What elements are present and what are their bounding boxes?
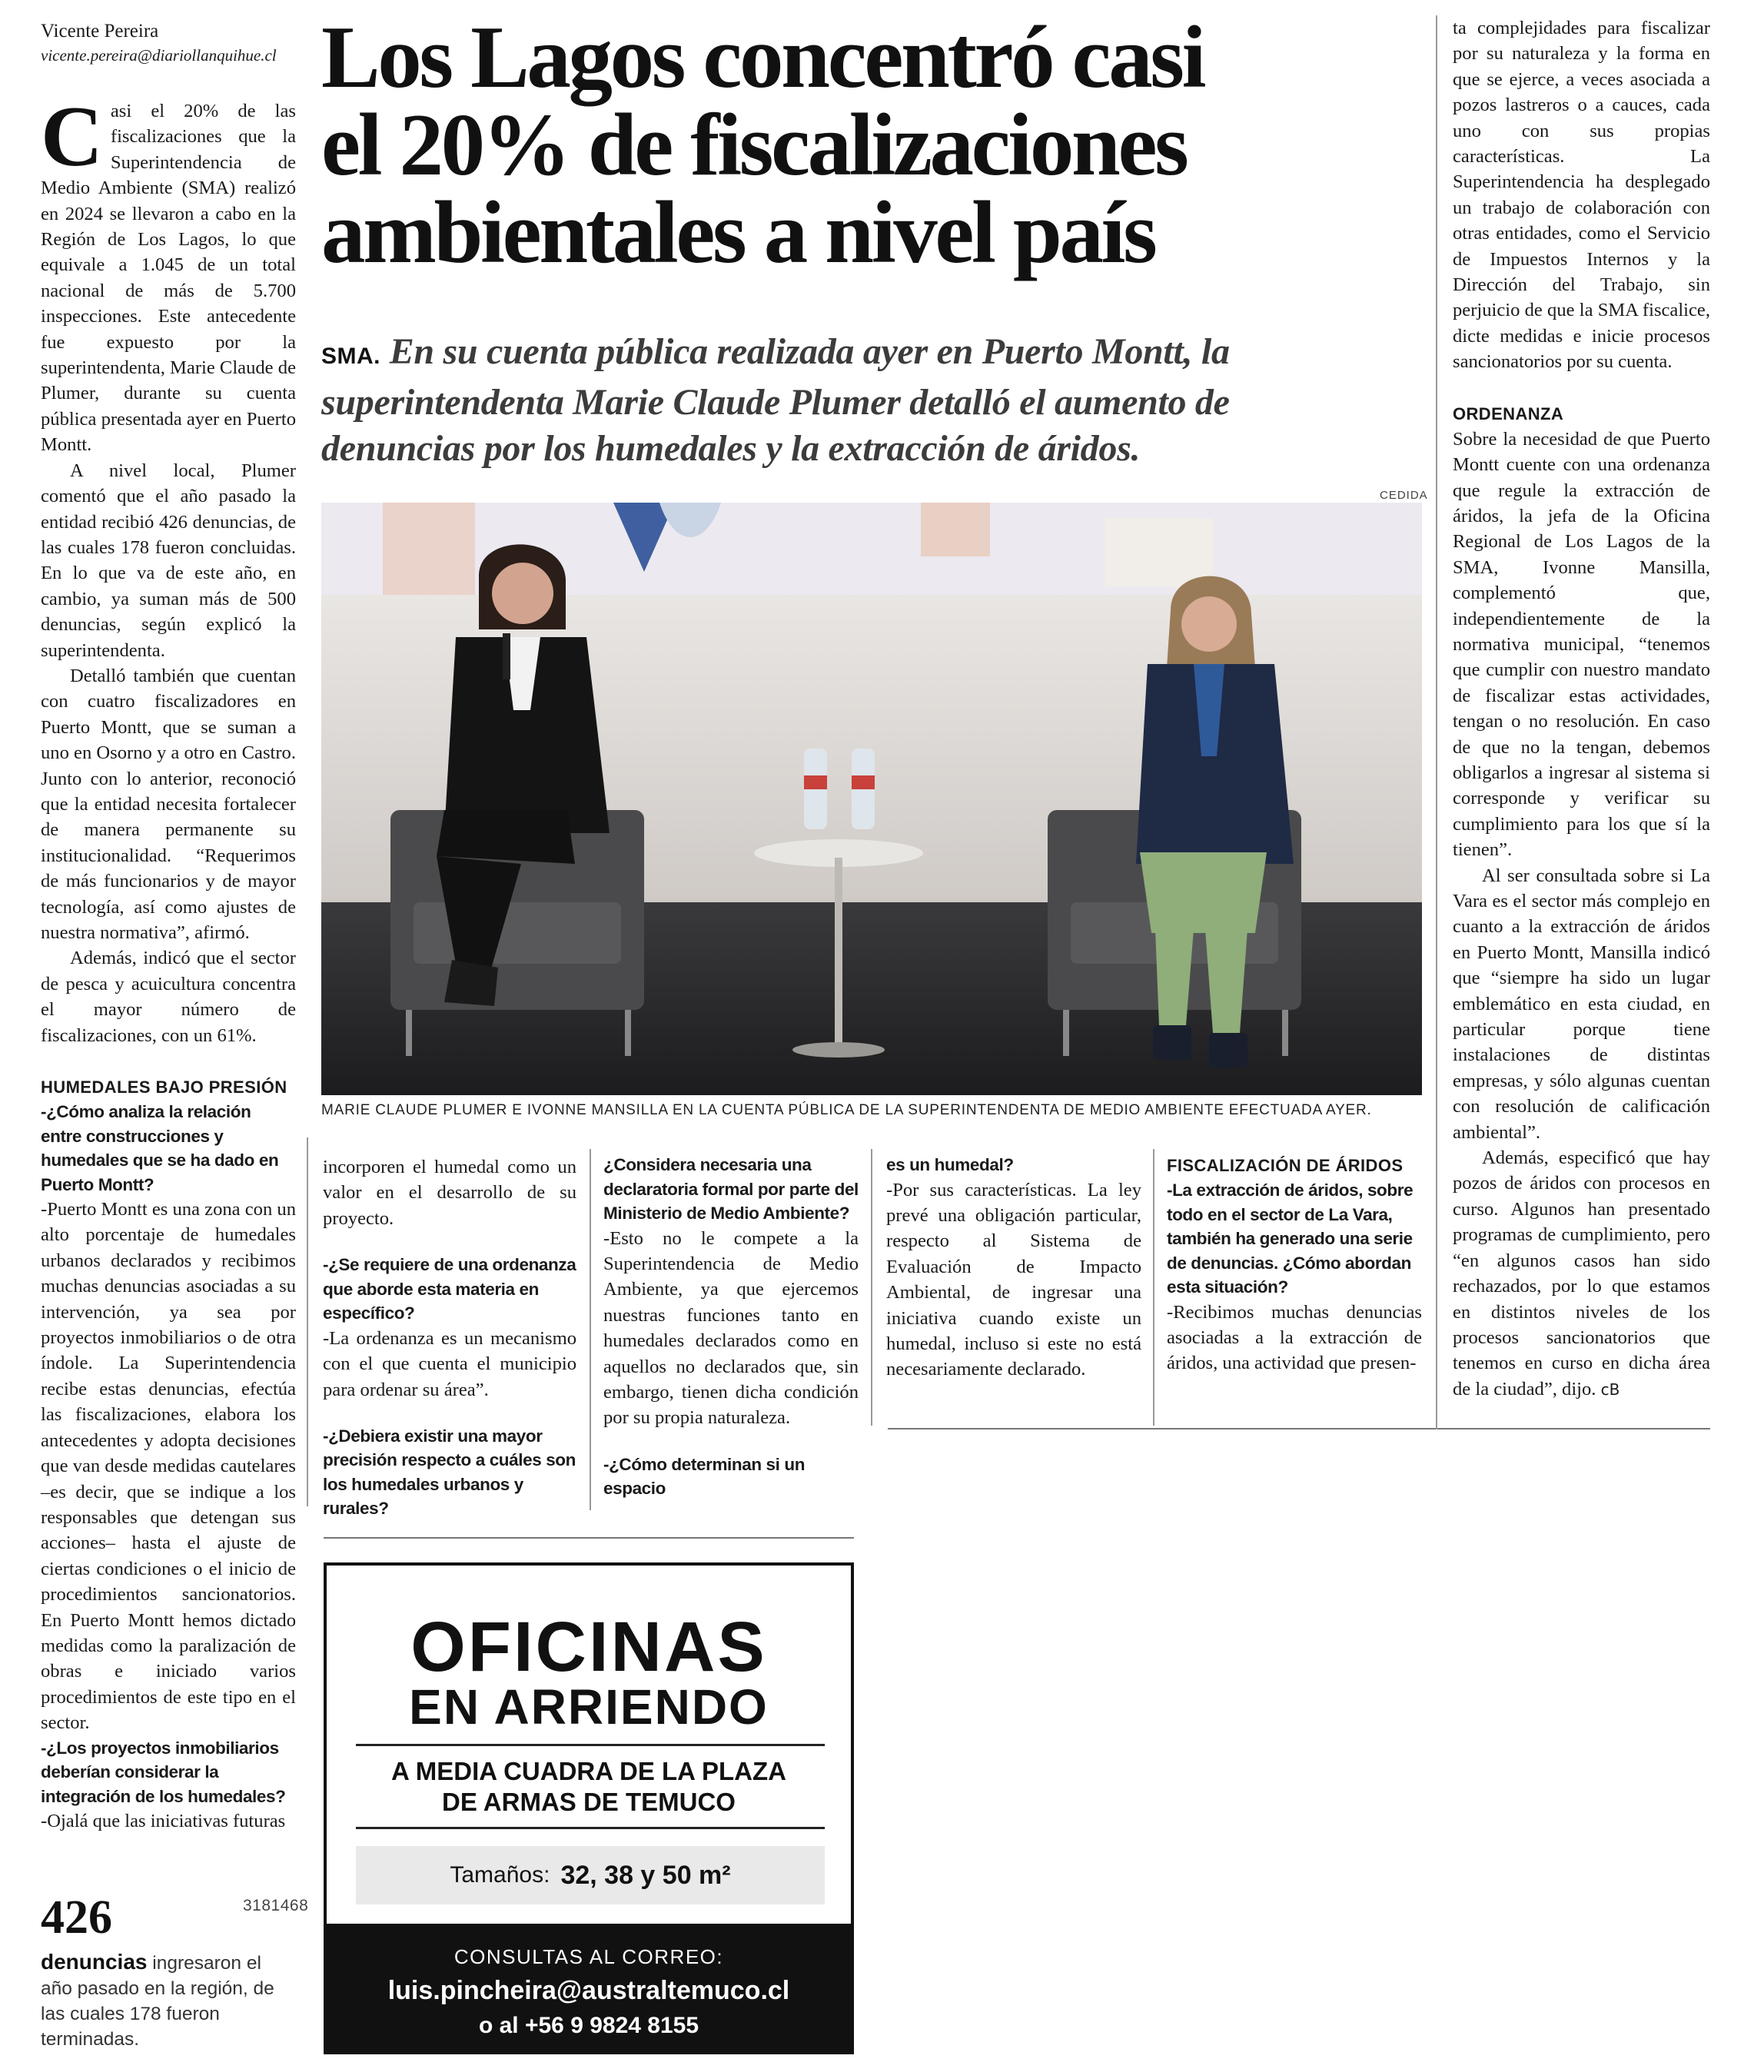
headline-line: Los Lagos concentró casi (321, 8, 1204, 106)
stat-description: ingresaron el año pasado en la región, de las cuales 178 fueron terminadas. (41, 1953, 274, 2050)
ad-title: EN ARRIENDO (409, 1679, 769, 1735)
end-mark-icon: cB (1600, 1380, 1620, 1399)
interview-question: ¿Considera necesaria una declaratoria formal por parte del Ministerio de Medio Ambiente? (603, 1155, 859, 1223)
interview-answer: -Ojalá que las iniciativas futuras (41, 1811, 286, 1832)
ad-location (327, 1756, 851, 1818)
stat-number: 426 (41, 1891, 112, 1944)
ad-email[interactable]: luis.pincheira@australtemuco.cl (387, 1976, 790, 2005)
column-1 (41, 89, 296, 1834)
interview-question: -La extracción de áridos, sobre todo en el sector de La Vara, también ha generado una serie de denuncias. ¿Cómo abordan esta situación? (1167, 1180, 1414, 1297)
subhead: FISCALIZACIÓN DE ÁRIDOS (1167, 1156, 1404, 1175)
interview-question: -¿Debiera existir una mayor precisión respecto a cuáles son los humedales urbanos y rurales? (323, 1426, 576, 1519)
subhead: HUMEDALES BAJO PRESIÓN (41, 1078, 287, 1097)
body-paragraph: Además, especificó que hay pozos de áridos con procesos en curso. Algunos han presentado programas de cumplimiento, pero “en algunos casos han sido rechazados, por lo que estamos en distintos niveles de los procesos sancionatorios que tenemos en curso en dicha área de la ciudad”, dijo. (1453, 1147, 1710, 1400)
ad-sizes (356, 1846, 825, 1904)
deck-kicker: SMA. (321, 344, 380, 369)
section-rule (888, 1428, 1710, 1429)
column-3 (603, 1153, 859, 1501)
author-name: Vicente Pereira (41, 21, 159, 42)
interview-question: -¿Cómo analiza la relación entre construcciones y humedales que se ha dado en Puerto Montt? (41, 1102, 279, 1194)
column-5 (1167, 1153, 1422, 1376)
ad-contact (327, 1924, 851, 2054)
interview-question: -¿Cómo determinan si un espacio (603, 1454, 806, 1499)
column-4 (886, 1153, 1141, 1383)
body-paragraph: asi el 20% de las fiscalizaciones que la Superintendencia de Medio Ambiente (SMA) realizó en 2024 se llevaron a cabo en la Región de Los Lagos, lo que equivale a 1.045 de un total nacional de más de 5.700 inspecciones. Este antecedente fue expuesto por la superintendenta, Marie Claude de Plumer, durante su cuenta pública presentada ayer en Puerto Montt. (41, 101, 296, 456)
deck (321, 329, 1382, 472)
body-paragraph: A nivel local, Plumer comentó que el año pasado la entidad recibió 426 denuncias, de las cuales 178 fueron concluidas. En lo que va de este año, en cambio, ya suman más de 500 denuncias, según explicó la superintendenta. (41, 460, 296, 661)
ad-location-line: A MEDIA CUADRA DE LA PLAZA (391, 1757, 786, 1785)
ad-offices-rent[interactable] (324, 1562, 854, 2054)
ad-divider (356, 1827, 825, 1829)
stat-text (41, 1949, 287, 2052)
ad-code: 3181468 (243, 1897, 309, 1914)
interview-question: -¿Los proyectos inmobiliarios deberían considerar la integración de los humedales? (41, 1738, 286, 1806)
body-paragraph: ta complejidades para fiscalizar por su naturaleza y la forma en que se ejerce, a veces asociada a pozos lastreros o a cauces, cada uno con sus propias características. La Superintendencia ha desplegado un trabajo de colaboración con otras entidades, como el Servicio de Impuestos Internos y la Dirección del Trabajo, sin perjuicio de que la SMA fiscalice, dicte medidas e inicie procesos sancionatorios por su cuenta. (1453, 18, 1710, 373)
column-2 (323, 1154, 576, 1521)
interview-answer: -Esto no le compete a la Superintendencia de Medio Ambiente, ya que ejercemos nuestras funciones tanto en humedales declarados como en aquellos no declarados que, sin embargo, tienen dicha condición por su propia naturaleza. (603, 1227, 859, 1429)
interview-answer: incorporen el humedal como un valor en el desarrollo de su proyecto. (323, 1157, 576, 1229)
event-photo-illustration (321, 503, 1422, 1095)
ad-phone[interactable]: o al +56 9 9824 8155 (478, 2013, 699, 2038)
photo-caption: MARIE CLAUDE PLUMER E IVONNE MANSILLA EN LA CUENTA PÚBLICA DE LA SUPERINTENDENTA DE MEDIO AMBIENTE EFECTUADA AYER. (321, 1102, 1372, 1118)
body-paragraph: Detalló también que cuentan con cuatro fiscalizadores en Puerto Montt, que se suman a uno en Osorno y a otro en Castro. Junto con lo anterior, reconoció que la entidad necesita fortalecer de manera permanente su institucionalidad. “Requerimos de más funcionarios y de mayor tecnología, así como ajustes de nuestra normativa”, afirmó. (41, 665, 296, 943)
author-email[interactable]: vicente.pereira@diariollanquihue.cl (41, 46, 277, 65)
ad-sizes-value: 32, 38 y 50 m² (560, 1860, 731, 1890)
event-photo (321, 503, 1422, 1095)
ad-contact-label: CONSULTAS AL CORREO: (453, 1945, 724, 1968)
ad-divider (356, 1744, 825, 1746)
interview-answer: -La ordenanza es un mecanismo con el que cuenta el municipio para ordenar su área”. (323, 1327, 576, 1400)
photo-credit: CEDIDA (1380, 489, 1428, 502)
ad-location-line: DE ARMAS DE TEMUCO (442, 1788, 736, 1816)
body-paragraph: Al ser consultada sobre si La Vara es el sector más complejo en cuanto a la extracción de áridos en Puerto Montt, Mansilla indicó que “siempre ha sido un lugar emblemático en esta ciudad, en particular porque tiene instalaciones de distintas empresas, y sólo algunas cuentan con resolución de calificación ambiental”. (1453, 865, 1710, 1143)
headline-line: el 20% de fiscalizaciones (321, 96, 1187, 194)
column-6 (1453, 15, 1710, 1403)
section-rule (324, 1537, 854, 1539)
interview-answer: -Recibimos muchas denuncias asociadas a la extracción de áridos, una actividad que presen- (1167, 1301, 1422, 1374)
interview-answer: -Por sus características. La ley prevé una obligación particular, respecto al Sistema de Evaluación de Impacto Ambiental, de ingresar una iniciativa cuando existe un humedal, incluso si este no está necesariamente declarado. (886, 1179, 1141, 1380)
headline-line: ambientales a nivel país (321, 184, 1155, 281)
body-paragraph: Sobre la necesidad de que Puerto Montt cuente con una ordenanza que regule la extracción de áridos, la jefa de la Oficina Regional de Los Lagos de la SMA, Ivonne Mansilla, complementó que, independientemente de la normativa municipal, “tenemos que cumplir con nuestro mandato de fiscalizar estas actividades, tengan o no resolución. En caso de que no la tengan, debemos obligarlos a ingresar al sistema si corresponde y verificar su cumplimiento para los que sí la tienen”. (1453, 428, 1710, 861)
headline (321, 8, 1436, 281)
interview-question: es un humedal? (886, 1155, 1014, 1174)
column-divider (1153, 1149, 1154, 1426)
ad-sizes-label: Tamaños: (450, 1862, 550, 1888)
body-paragraph: Además, indicó que el sector de pesca y acuicultura concentra el mayor número de fiscalizaciones, con un 61%. (41, 948, 296, 1046)
column-divider (307, 1137, 308, 1506)
stat-label: denuncias (41, 1950, 148, 1974)
subhead: ORDENANZA (1453, 403, 1564, 423)
interview-question: -¿Se requiere de una ordenanza que aborde esta materia en específico? (323, 1255, 576, 1323)
column-divider (871, 1149, 872, 1426)
column-divider (590, 1149, 591, 1510)
deck-text: En su cuenta pública realizada ayer en Puerto Montt, la superintendenta Marie Claude Plumer detalló el aumento de denuncias por los humedales y la extracción de áridos. (321, 331, 1230, 469)
column-divider (1436, 15, 1437, 1429)
drop-cap: C (41, 89, 103, 184)
interview-answer: -Puerto Montt es una zona con un alto porcentaje de humedales urbanos declarados y recibimos muchas denuncias asociadas a su intervención, ya sea por proyectos inmobiliarios o de otra índole. La Superintendencia recibe estas denuncias, efectúa las fiscalizaciones, elabora los antecedentes y adopta decisiones que van desde medidas cautelares –es decir, que se indique a los responsables que detengan sus acciones– hasta el ajuste de ciertas condiciones o el inicio de procedimientos sancionatorios. En Puerto Montt hemos dictado medidas como la paralización de obras e iniciado varios procedimientos de este tipo en el sector. (41, 1199, 296, 1734)
ad-title: OFICINAS (410, 1608, 767, 1686)
